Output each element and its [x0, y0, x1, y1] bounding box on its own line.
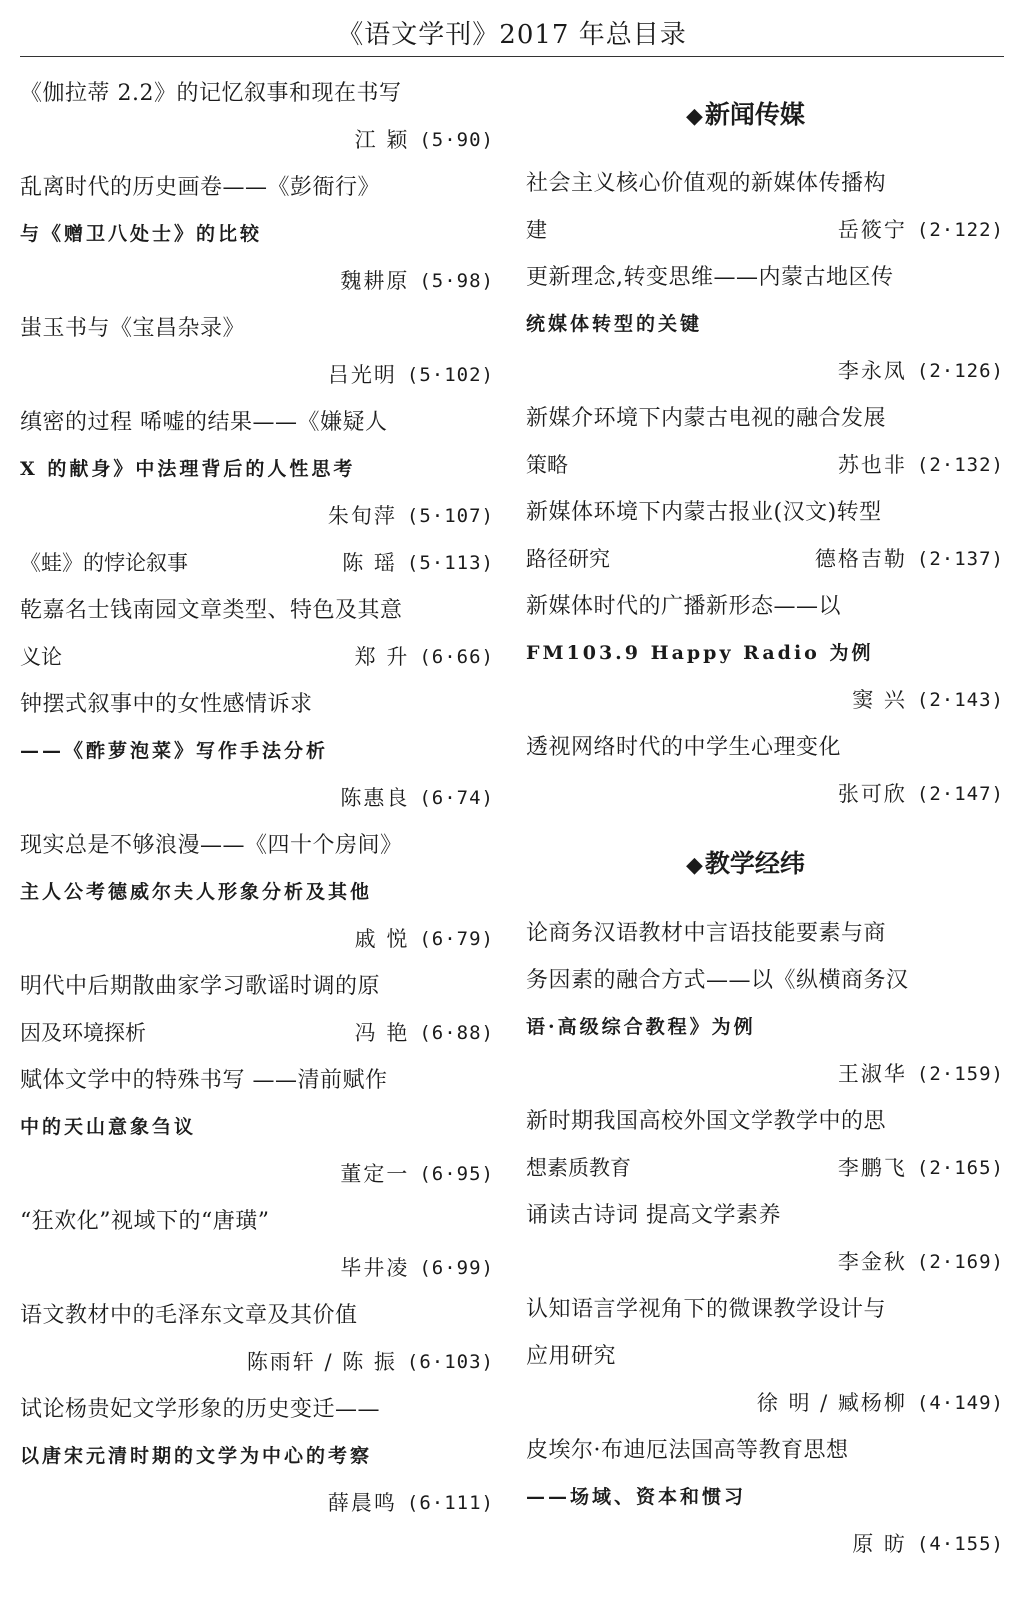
toc-entry: [20, 1057, 494, 1198]
dot-leader: [588, 1521, 838, 1568]
entry-author: 朱旬萍: [327, 504, 397, 528]
entry-issue-page: (2·147): [916, 783, 1004, 805]
toc-entry: [20, 587, 494, 681]
toc-entry: [20, 1198, 494, 1292]
section-title: 新闻传媒: [704, 100, 805, 129]
author-line: [20, 1151, 494, 1198]
entry-issue-page: (6·111): [406, 1492, 494, 1514]
entry-title-line: 《蛙》的悖论叙事: [20, 551, 188, 575]
entry-issue-page: (2·137): [916, 548, 1004, 570]
toc-entry: [20, 681, 494, 822]
toc-entry: [20, 1292, 494, 1386]
author-line: [526, 536, 1004, 583]
entry-title-line: ——场域、资本和惯习: [526, 1486, 747, 1508]
author-line: [20, 1010, 494, 1057]
entry-issue-page: (5·113): [406, 552, 494, 574]
toc-entry: [526, 254, 1004, 395]
dot-leader: [82, 1245, 326, 1292]
entry-title-line: 皮埃尔·布迪厄法国高等教育思想: [526, 1438, 849, 1463]
toc-entry: [526, 910, 1004, 1098]
toc-entry: [20, 822, 494, 963]
entry-author: 王淑华: [837, 1062, 907, 1086]
dot-leader: [96, 1339, 233, 1386]
entry-title-line: 透视网络时代的中学生心理变化: [526, 735, 842, 760]
page-title: 《语文学刊》2017 年总目录: [337, 20, 687, 50]
entry-title-line: X 的献身》中法理背后的人性思考: [20, 458, 356, 480]
entry-issue-page: (4·149): [916, 1392, 1004, 1414]
entry-author: 李永凤: [837, 359, 907, 383]
toc-entry: [526, 1192, 1004, 1286]
entry-author: 江 颖: [354, 128, 410, 152]
section-title: 教学经纬: [704, 849, 805, 878]
entry-title-line: 路径研究: [526, 547, 610, 571]
dot-leader: [588, 677, 838, 724]
entry-title-line: FM103.9 Happy Radio 为例: [526, 642, 874, 664]
entry-author: 陈雨轩 / 陈 振: [246, 1350, 397, 1374]
toc-entry: [526, 395, 1004, 489]
dot-leader: [618, 536, 801, 583]
section-heading: [526, 70, 1004, 160]
entry-author: 董定一: [340, 1162, 410, 1186]
author-line: [20, 258, 494, 305]
header-rule: [20, 56, 1004, 57]
entry-author: 李金秋: [837, 1250, 907, 1274]
entry-title-line: 新媒介环境下内蒙古电视的融合发展: [526, 406, 887, 431]
toc-entry: [526, 1286, 1004, 1427]
entry-title-line: 新时期我国高校外国文学教学中的思: [526, 1109, 887, 1134]
entry-title-line: 新媒体时代的广播新形态——以: [526, 594, 842, 619]
entry-title-line: 缜密的过程 唏嘘的结果——《嫌疑人: [20, 410, 388, 435]
dot-leader: [588, 1380, 743, 1427]
dot-leader: [588, 1239, 824, 1286]
entry-issue-page: (5·90): [419, 129, 494, 151]
author-line: [20, 775, 494, 822]
entry-issue-page: (6·95): [419, 1163, 494, 1185]
entry-title-line: 中的天山意象刍议: [20, 1116, 197, 1138]
dot-leader: [70, 634, 341, 681]
entry-author: 德格吉勒: [814, 547, 907, 571]
entry-issue-page: (6·103): [406, 1351, 494, 1373]
toc-entry: [526, 583, 1004, 724]
author-line: [526, 1380, 1004, 1427]
toc-entry: [20, 540, 494, 587]
author-line: [20, 1480, 494, 1527]
dot-leader: [82, 775, 326, 822]
entry-author: 原 昉: [852, 1532, 907, 1556]
toc-entry: [20, 963, 494, 1057]
entry-title-line: 因及环境探析: [20, 1021, 146, 1045]
dot-leader: [588, 1051, 824, 1098]
entry-issue-page: (2·169): [916, 1251, 1004, 1273]
author-line: [526, 1145, 1004, 1192]
entry-title-line: “狂欢化”视域下的“唐璜”: [20, 1209, 270, 1234]
entry-title-line: 与《赠卫八处士》的比较: [20, 223, 263, 245]
entry-issue-page: (5·98): [419, 270, 494, 292]
entry-title-line: 蚩玉书与《宝昌杂录》: [20, 316, 246, 341]
entry-title-line: 更新理念,转变思维——内蒙古地区传: [526, 265, 894, 290]
toc-entry: [20, 305, 494, 399]
author-line: [20, 352, 494, 399]
entry-author: 郑 升: [354, 645, 410, 669]
entry-issue-page: (5·102): [406, 364, 494, 386]
dot-leader: [96, 352, 314, 399]
entry-issue-page: (2·143): [916, 689, 1004, 711]
entry-issue-page: (2·165): [916, 1157, 1004, 1179]
entry-author: 苏也非: [837, 453, 907, 477]
entry-author: 窦 兴: [852, 688, 907, 712]
entry-title-line: 想素质教育: [526, 1156, 631, 1180]
entry-title-line: 赋体文学中的特殊书写 ——清前赋作: [20, 1068, 388, 1093]
author-line: [526, 1051, 1004, 1098]
entry-title-line: 明代中后期散曲家学习歌谣时调的原: [20, 974, 381, 999]
diamond-icon: ◆: [686, 104, 703, 129]
entry-issue-page: (6·66): [419, 646, 494, 668]
entry-issue-page: (6·79): [419, 928, 494, 950]
entry-author: 陈惠良: [340, 786, 410, 810]
dot-leader: [82, 117, 341, 164]
entry-author: 毕井凌: [340, 1256, 410, 1280]
section-heading: [526, 818, 1004, 910]
author-line: [526, 348, 1004, 395]
entry-author: 吕光明: [327, 363, 397, 387]
dot-leader: [555, 207, 824, 254]
dot-leader: [154, 1010, 341, 1057]
author-line: [526, 1239, 1004, 1286]
diamond-icon: ◆: [686, 853, 703, 878]
author-line: [526, 207, 1004, 254]
author-line: [526, 771, 1004, 818]
entry-author: 张可欣: [837, 782, 907, 806]
entry-title-line: 义论: [20, 645, 62, 669]
dot-leader: [82, 258, 326, 305]
entry-title-line: 现实总是不够浪漫——《四十个房间》: [20, 833, 403, 858]
toc-entry: [526, 489, 1004, 583]
entry-issue-page: (2·132): [916, 454, 1004, 476]
dot-leader: [639, 1145, 824, 1192]
author-line: [526, 442, 1004, 489]
entry-issue-page: (2·159): [916, 1063, 1004, 1085]
entry-title-line: ——《酢萝泡菜》写作手法分析: [20, 740, 329, 762]
toc-entry: [20, 1386, 494, 1527]
entry-author: 岳筱宁: [837, 218, 907, 242]
toc-entry: [526, 160, 1004, 254]
entry-title-line: 诵读古诗词 提高文学素养: [526, 1203, 781, 1228]
dot-leader: [196, 540, 328, 587]
entry-author: 陈 瑶: [342, 551, 397, 575]
entry-title-line: 务因素的融合方式——以《纵横商务汉: [526, 968, 909, 993]
entry-issue-page: (5·107): [406, 505, 494, 527]
entry-title-line: 新媒体环境下内蒙古报业(汉文)转型: [526, 500, 882, 525]
dot-leader: [96, 493, 314, 540]
entry-title-line: 认知语言学视角下的微课教学设计与: [526, 1297, 887, 1322]
entry-title-line: 钟摆式叙事中的女性感情诉求: [20, 692, 313, 717]
author-line: [20, 634, 494, 681]
entry-title-line: 策略: [526, 453, 568, 477]
entry-author: 魏耕原: [340, 269, 410, 293]
author-line: [20, 1339, 494, 1386]
author-line: [20, 117, 494, 164]
entry-title-line: 语文教材中的毛泽东文章及其价值: [20, 1303, 358, 1328]
entry-title-line: 《伽拉蒂 2.2》的记忆叙事和现在书写: [20, 81, 402, 106]
entry-author: 冯 艳: [354, 1021, 410, 1045]
entry-title-line: 统媒体转型的关键: [526, 313, 703, 335]
entry-title-line: 社会主义核心价值观的新媒体传播构: [526, 171, 887, 196]
left-column: [20, 70, 494, 1527]
dot-leader: [96, 1480, 314, 1527]
author-line: [20, 540, 494, 587]
entry-issue-page: (6·74): [419, 787, 494, 809]
author-line: [526, 1521, 1004, 1568]
entry-title-line: 建: [526, 218, 547, 242]
toc-entry: [526, 1427, 1004, 1568]
author-line: [20, 493, 494, 540]
entry-issue-page: (2·126): [916, 360, 1004, 382]
entry-issue-page: (6·99): [419, 1257, 494, 1279]
toc-entry: [20, 399, 494, 540]
entry-title-line: 乱离时代的历史画卷——《彭衙行》: [20, 175, 381, 200]
author-line: [526, 677, 1004, 724]
entry-title-line: 乾嘉名士钱南园文章类型、特色及其意: [20, 598, 403, 623]
entry-author: 戚 悦: [354, 927, 410, 951]
dot-leader: [82, 1151, 326, 1198]
entry-author: 李鹏飞: [837, 1156, 907, 1180]
entry-title-line: 试论杨贵妃文学形象的历史变迁——: [20, 1397, 381, 1422]
entry-title-line: 主人公考德威尔夫人形象分析及其他: [20, 881, 373, 903]
author-line: [20, 916, 494, 963]
toc-entry: [526, 1098, 1004, 1192]
entry-issue-page: (4·155): [916, 1533, 1004, 1555]
entry-author: 徐 明 / 臧杨柳: [756, 1391, 907, 1415]
entry-author: 薛晨鸣: [327, 1491, 397, 1515]
entry-title-line: 应用研究: [526, 1344, 617, 1369]
entry-title-line: 以唐宋元清时期的文学为中心的考察: [20, 1445, 373, 1467]
entry-issue-page: (6·88): [419, 1022, 494, 1044]
dot-leader: [576, 442, 824, 489]
dot-leader: [588, 348, 824, 395]
toc-entry: [20, 164, 494, 305]
entry-title-line: 语·高级综合教程》为例: [526, 1016, 756, 1038]
toc-entry: [20, 70, 494, 164]
author-line: [20, 1245, 494, 1292]
entry-title-line: 论商务汉语教材中言语技能要素与商: [526, 921, 887, 946]
right-column: [526, 70, 1004, 1568]
dot-leader: [82, 916, 341, 963]
entry-issue-page: (2·122): [916, 219, 1004, 241]
dot-leader: [588, 771, 824, 818]
toc-entry: [526, 724, 1004, 818]
